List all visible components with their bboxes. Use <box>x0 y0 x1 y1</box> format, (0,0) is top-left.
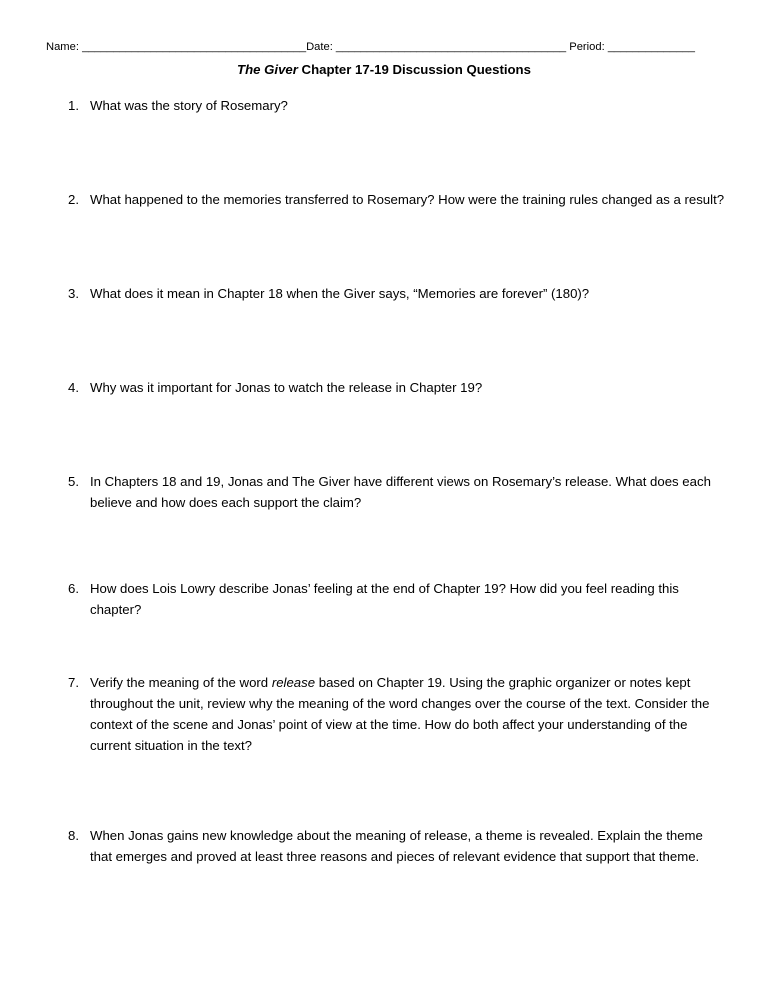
question-text <box>90 672 728 756</box>
question-number: 5. <box>68 474 79 489</box>
name-label: Name: <box>46 41 79 53</box>
question-8 <box>68 825 728 867</box>
question-number: 3. <box>68 286 79 301</box>
question-text: What happened to the memories transferred to Rosemary? How were the training rules changed as a result? <box>90 192 725 207</box>
question-text-start: Verify the meaning of the word <box>90 675 272 690</box>
question-text: In Chapters 18 and 19, Jonas and The Giver have different views on Rosemary’s release. What does each believe and how does each support the claim? <box>90 474 711 510</box>
date-blank: _____________________________________ <box>335 41 567 53</box>
question-3 <box>68 283 728 304</box>
title-rest: Chapter 17-19 Discussion Questions <box>297 62 531 77</box>
question-text: When Jonas gains new knowledge about the meaning of release, a theme is revealed. Explain the theme that emerges and proved at least three reasons and pieces of relevant evidence that support that theme. <box>90 828 703 864</box>
page-title <box>0 62 768 77</box>
question-number: 4. <box>68 380 79 395</box>
name-blank: ____________________________________ <box>82 41 307 53</box>
question-text: What was the story of Rosemary? <box>90 98 288 113</box>
question-text: Why was it important for Jonas to watch the release in Chapter 19? <box>90 380 483 395</box>
question-number: 7. <box>68 675 79 690</box>
question-5 <box>68 471 728 513</box>
question-2 <box>68 189 728 210</box>
student-info-line <box>46 41 726 53</box>
question-6 <box>68 578 728 620</box>
question-1 <box>68 95 728 116</box>
question-number: 6. <box>68 581 79 596</box>
question-number: 1. <box>68 98 79 113</box>
question-number: 2. <box>68 192 79 207</box>
book-title: The Giver <box>237 62 298 77</box>
date-label: Date: <box>306 41 333 53</box>
question-text-end: based on Chapter 19. Using the graphic organizer or notes kept throughout the unit, review why the meaning of the word changes over the course of the text. Consider the context of the scene and Jonas’ point of view at the time. How do both affect your understanding of the current situation in the text? <box>90 675 710 753</box>
question-7 <box>68 672 728 756</box>
period-label: Period: <box>569 41 605 53</box>
question-text: How does Lois Lowry describe Jonas’ feeling at the end of Chapter 19? How did you feel reading this chapter? <box>90 581 679 617</box>
period-blank: ______________ <box>607 41 695 53</box>
question-text: What does it mean in Chapter 18 when the Giver says, “Memories are forever” (180)? <box>90 286 590 301</box>
emphasized-word: release <box>271 675 316 690</box>
question-number: 8. <box>68 828 79 843</box>
question-4 <box>68 377 728 398</box>
